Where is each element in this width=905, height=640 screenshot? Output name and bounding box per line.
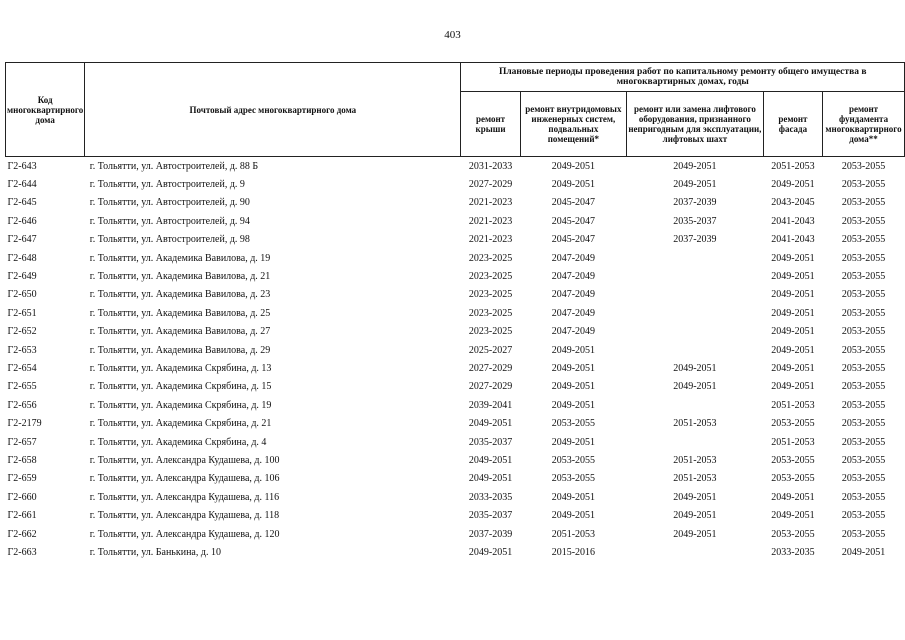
cell-roof: 2037-2039 [468,528,513,540]
cell-code: Г2-652 [7,326,37,338]
cell-facade: 2053-2055 [771,454,815,466]
cell-engineering: 2049-2051 [551,160,596,172]
cell-address: г. Тольятти, ул. Автостроителей, д. 90 [89,197,250,209]
table-row [6,249,905,267]
table-row [6,359,905,377]
table-row [6,304,905,322]
cell-roof: 2049-2051 [468,418,513,430]
cell-roof: 2049-2051 [468,473,513,485]
cell-code: Г2-643 [7,160,37,172]
table-row [6,323,905,341]
cell-roof: 2025-2027 [468,344,513,356]
cell-engineering: 2051-2053 [551,528,596,540]
header-engineering: ремонт внутридомовых инженерных систем, подвальных помещений* [520,92,626,157]
cell-facade: 2051-2053 [771,436,815,448]
cell-facade: 2049-2051 [771,510,815,522]
cell-address: г. Тольятти, ул. Александра Кудашева, д. 118 [89,510,280,522]
cell-address: г. Тольятти, ул. Автостроителей, д. 9 [89,179,245,191]
table-row [6,470,905,488]
cell-code: Г2-645 [7,197,37,209]
cell-roof: 2039-2041 [468,399,513,411]
cell-foundation: 2053-2055 [841,307,886,319]
header-foundation: ремонт фундамента многоквартирного дома** [823,92,905,157]
cell-engineering: 2045-2047 [551,197,596,209]
cell-elevator [627,341,764,359]
cell-address: г. Тольятти, ул. Академика Вавилова, д. 29 [89,344,271,356]
cell-address: г. Тольятти, ул. Александра Кудашева, д. 116 [89,491,280,503]
table-row [6,212,905,230]
page-number: 403 [444,29,461,41]
cell-foundation: 2049-2051 [841,546,886,558]
cell-code: Г2-650 [7,289,37,301]
cell-roof: 2023-2025 [468,252,513,264]
cell-elevator [627,267,764,285]
cell-address: г. Тольятти, ул. Академика Скрябина, д. 19 [89,399,272,411]
cell-elevator [627,249,764,267]
table-row [6,378,905,396]
cell-address: г. Тольятти, ул. Автостроителей, д. 88 Б [89,160,259,172]
cell-address: г. Тольятти, ул. Автостроителей, д. 94 [89,215,250,227]
cell-facade: 2049-2051 [771,362,815,374]
cell-facade: 2049-2051 [771,179,815,191]
cell-elevator: 2049-2051 [673,491,717,503]
cell-foundation: 2053-2055 [841,197,886,209]
cell-elevator: 2051-2053 [673,418,717,430]
cell-foundation: 2053-2055 [841,381,886,393]
cell-elevator: 2037-2039 [673,197,717,209]
cell-address: г. Тольятти, ул. Академика Вавилова, д. 23 [89,289,271,301]
cell-roof: 2049-2051 [468,454,513,466]
cell-roof: 2023-2025 [468,307,513,319]
cell-engineering: 2049-2051 [551,344,596,356]
cell-foundation: 2053-2055 [841,215,886,227]
cell-engineering: 2049-2051 [551,399,596,411]
table-row [6,543,905,561]
cell-facade: 2049-2051 [771,252,815,264]
cell-facade: 2049-2051 [771,344,815,356]
cell-facade: 2053-2055 [771,473,815,485]
cell-address: г. Тольятти, ул. Академика Скрябина, д. 21 [89,418,272,430]
header-row-group [6,63,905,92]
cell-roof: 2021-2023 [468,197,513,209]
cell-code: Г2-651 [7,307,37,319]
cell-code: Г2-663 [7,546,37,558]
cell-engineering: 2047-2049 [551,271,596,283]
table-row [6,433,905,451]
cell-elevator [627,286,764,304]
cell-elevator: 2049-2051 [673,160,717,172]
cell-facade: 2049-2051 [771,271,815,283]
cell-foundation: 2053-2055 [841,179,886,191]
cell-elevator: 2035-2037 [673,215,717,227]
cell-facade: 2049-2051 [771,307,815,319]
cell-facade: 2049-2051 [771,381,815,393]
cell-address: г. Тольятти, ул. Александра Кудашева, д. 100 [89,454,280,466]
cell-facade: 2049-2051 [771,491,815,503]
cell-engineering: 2049-2051 [551,381,596,393]
cell-facade: 2033-2035 [771,546,815,558]
cell-engineering: 2045-2047 [551,215,596,227]
cell-engineering: 2053-2055 [551,418,596,430]
cell-foundation: 2053-2055 [841,491,886,503]
cell-engineering: 2053-2055 [551,473,596,485]
cell-code: Г2-660 [7,491,37,503]
cell-foundation: 2053-2055 [841,160,886,172]
header-periods-group: Плановые периоды проведения работ по капитальному ремонту общего имущества в многоквартирных домах, годы [461,63,905,92]
cell-facade: 2041-2043 [771,234,815,246]
cell-code: Г2-658 [7,454,37,466]
cell-address: г. Тольятти, ул. Александра Кудашева, д. 120 [89,528,280,540]
cell-engineering: 2049-2051 [551,362,596,374]
cell-facade: 2043-2045 [771,197,815,209]
cell-address: г. Тольятти, ул. Академика Скрябина, д. 13 [89,362,272,374]
cell-roof: 2023-2025 [468,289,513,301]
repair-schedule-table [5,62,905,562]
cell-elevator: 2051-2053 [673,473,717,485]
table-row [6,488,905,506]
cell-code: Г2-657 [7,436,37,448]
cell-foundation: 2053-2055 [841,454,886,466]
cell-address: г. Тольятти, ул. Академика Вавилова, д. 19 [89,252,271,264]
cell-elevator: 2051-2053 [673,454,717,466]
cell-roof: 2033-2035 [468,491,513,503]
cell-code: Г2-653 [7,344,37,356]
cell-foundation: 2053-2055 [841,436,886,448]
cell-foundation: 2053-2055 [841,326,886,338]
cell-engineering: 2049-2051 [551,510,596,522]
cell-code: Г2-646 [7,215,37,227]
cell-address: г. Тольятти, ул. Академика Вавилова, д. 25 [89,307,271,319]
header-address: Почтовый адрес многоквартирного дома [85,63,461,157]
cell-roof: 2049-2051 [468,546,513,558]
table-row [6,267,905,285]
cell-elevator: 2049-2051 [673,528,717,540]
header-code: Код многоквартирного дома [6,63,85,157]
cell-foundation: 2053-2055 [841,418,886,430]
cell-roof: 2035-2037 [468,510,513,522]
header-facade: ремонт фасада [763,92,822,157]
cell-code: Г2-644 [7,179,37,191]
cell-elevator [627,433,764,451]
cell-roof: 2027-2029 [468,179,513,191]
cell-engineering: 2047-2049 [551,252,596,264]
cell-roof: 2021-2023 [468,234,513,246]
cell-facade: 2053-2055 [771,418,815,430]
cell-foundation: 2053-2055 [841,399,886,411]
cell-code: Г2-649 [7,271,37,283]
cell-foundation: 2053-2055 [841,252,886,264]
cell-engineering: 2047-2049 [551,307,596,319]
cell-code: Г2-654 [7,362,37,374]
cell-address: г. Тольятти, ул. Академика Скрябина, д. 4 [89,436,267,448]
cell-engineering: 2047-2049 [551,326,596,338]
cell-code: Г2-648 [7,252,37,264]
header-roof: ремонт крыши [461,92,520,157]
cell-address: г. Тольятти, ул. Академика Вавилова, д. 27 [89,326,271,338]
cell-engineering: 2045-2047 [551,234,596,246]
cell-foundation: 2053-2055 [841,234,886,246]
cell-facade: 2053-2055 [771,528,815,540]
cell-code: Г2-2179 [7,418,42,430]
cell-elevator: 2049-2051 [673,510,717,522]
cell-foundation: 2053-2055 [841,271,886,283]
cell-address: г. Тольятти, ул. Академика Скрябина, д. 15 [89,381,272,393]
cell-roof: 2031-2033 [468,160,513,172]
cell-roof: 2021-2023 [468,215,513,227]
cell-engineering: 2015-2016 [551,546,596,558]
cell-foundation: 2053-2055 [841,362,886,374]
table-body [6,157,905,562]
cell-address: г. Тольятти, ул. Академика Вавилова, д. 21 [89,271,271,283]
cell-roof: 2023-2025 [468,326,513,338]
cell-code: Г2-662 [7,528,37,540]
cell-address: г. Тольятти, ул. Александра Кудашева, д. 106 [89,473,280,485]
table-row [6,525,905,543]
cell-roof: 2023-2025 [468,271,513,283]
cell-elevator: 2037-2039 [673,234,717,246]
table-row [6,396,905,414]
cell-elevator [627,543,764,561]
table-row [6,341,905,359]
cell-foundation: 2053-2055 [841,289,886,301]
cell-elevator: 2049-2051 [673,381,717,393]
cell-code: Г2-655 [7,381,37,393]
cell-roof: 2027-2029 [468,362,513,374]
cell-facade: 2051-2053 [771,399,815,411]
cell-code: Г2-647 [7,234,37,246]
cell-engineering: 2047-2049 [551,289,596,301]
cell-roof: 2035-2037 [468,436,513,448]
table-row [6,506,905,524]
table-row [6,175,905,193]
table-row [6,194,905,212]
cell-foundation: 2053-2055 [841,510,886,522]
cell-roof: 2027-2029 [468,381,513,393]
cell-facade: 2051-2053 [771,160,815,172]
table-row [6,451,905,469]
cell-elevator [627,304,764,322]
cell-code: Г2-661 [7,510,37,522]
cell-code: Г2-656 [7,399,37,411]
cell-facade: 2041-2043 [771,215,815,227]
table-row [6,231,905,249]
cell-foundation: 2053-2055 [841,528,886,540]
cell-foundation: 2053-2055 [841,344,886,356]
cell-engineering: 2053-2055 [551,454,596,466]
cell-facade: 2049-2051 [771,326,815,338]
cell-engineering: 2049-2051 [551,436,596,448]
table-row [6,157,905,176]
cell-address: г. Тольятти, ул. Банькина, д. 10 [89,546,221,558]
table-row [6,414,905,432]
cell-foundation: 2053-2055 [841,473,886,485]
cell-engineering: 2049-2051 [551,179,596,191]
cell-code: Г2-659 [7,473,37,485]
cell-facade: 2049-2051 [771,289,815,301]
cell-address: г. Тольятти, ул. Автостроителей, д. 98 [89,234,250,246]
header-elevator: ремонт или замена лифтового оборудования, признанного непригодным для эксплуатации, лифтовых шахт [627,92,764,157]
cell-engineering: 2049-2051 [551,491,596,503]
cell-elevator [627,396,764,414]
cell-elevator [627,323,764,341]
cell-elevator: 2049-2051 [673,362,717,374]
cell-elevator: 2049-2051 [673,179,717,191]
table-row [6,286,905,304]
